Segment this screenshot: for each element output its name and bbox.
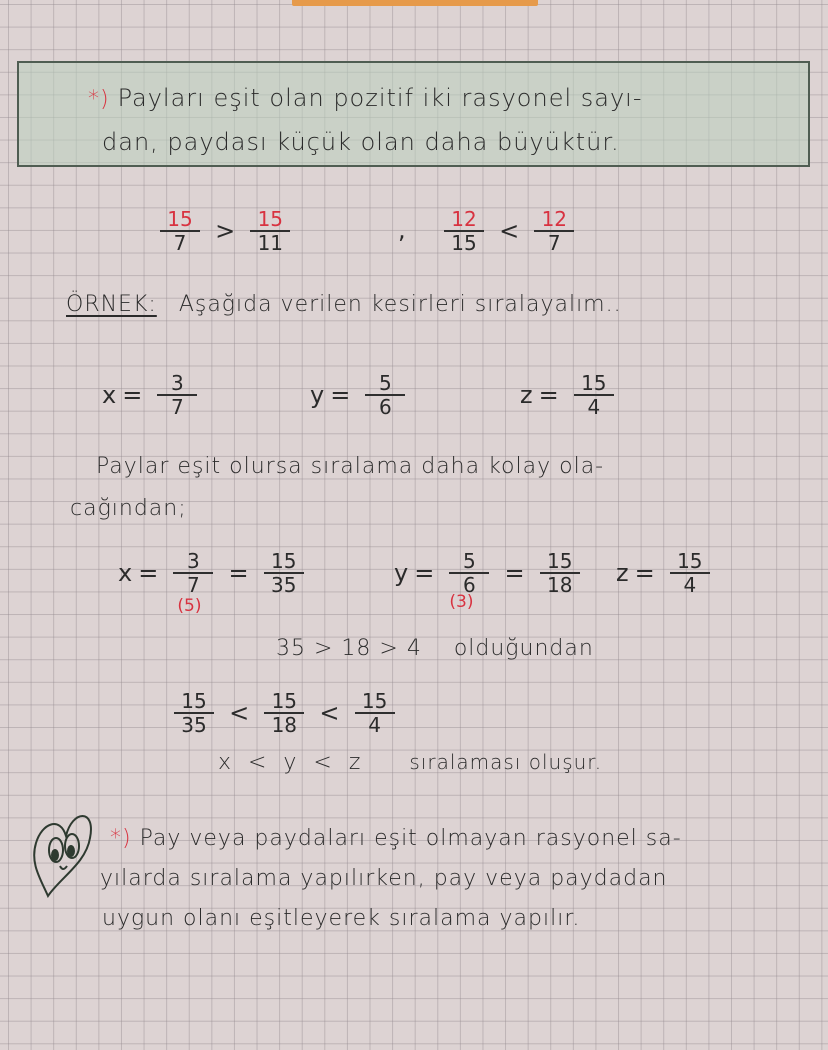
rule2-line2: yılarda sıralama yapılırken, pay veya paydadan [100, 866, 668, 891]
example-a: $\frac{15}{7}$ > $\frac{15}{11}$ [156, 208, 294, 254]
explanation-line2: cağından; [70, 496, 187, 521]
rule1-line2: dan, paydası küçük olan daha büyüktür. [102, 128, 620, 156]
explanation-line1: Paylar eşit olursa sıralama daha kolay ola- [96, 454, 605, 479]
ornek-heading [66, 292, 622, 317]
rule2-line1: *) Pay veya paydaları eşit olmayan rasyonel sa- [110, 826, 682, 851]
ornek-label: ÖRNEK: [66, 292, 157, 317]
asterisk-bullet-icon: *) [88, 87, 110, 112]
ornek-text: Aşağıda verilen kesirleri sıralayalım.. [178, 292, 622, 317]
var-x: x = $\frac{3}{7}$ [102, 372, 201, 418]
var-z: z = $\frac{15}{4}$ [520, 372, 618, 418]
multiplier: (3) [449, 592, 474, 612]
rule2-line3: uygun olanı eşitleyerek sıralama yapılır. [102, 906, 581, 931]
rule1-line1: *) Payları eşit olan pozitif iki rasyonel sayı- [88, 84, 643, 112]
fraction: $\frac{12}{7}$ [534, 208, 574, 254]
fraction: $\frac{12}{15}$ [444, 208, 484, 254]
ordering-fractions: $\frac{15}{35}$ < $\frac{15}{18}$ < $\frac{15}{4}$ [170, 690, 399, 736]
var-y: y = $\frac{5}{6}$ [310, 372, 409, 418]
expanded-x: x = 3 7 (5) = $\frac{15}{35}$ [118, 550, 308, 596]
fraction: $\frac{15}{7}$ [160, 208, 200, 254]
expanded-z: z = $\frac{15}{4}$ [616, 550, 714, 596]
ordering-result: x < y < z sıralaması oluşur. [218, 750, 603, 775]
separator-comma: , [398, 216, 406, 244]
asterisk-bullet-icon: *) [110, 826, 132, 851]
fraction: $\frac{15}{11}$ [250, 208, 290, 254]
multiplier: (5) [177, 596, 202, 616]
example-b: $\frac{12}{15}$ < $\frac{12}{7}$ [440, 208, 578, 254]
denominator-comparison: 35 > 18 > 4 olduğundan [276, 636, 594, 661]
orange-tab [292, 0, 538, 6]
heart-face-doodle-icon [30, 808, 110, 902]
expanded-y: y = 5 6 (3) = $\frac{15}{18}$ [394, 550, 584, 596]
